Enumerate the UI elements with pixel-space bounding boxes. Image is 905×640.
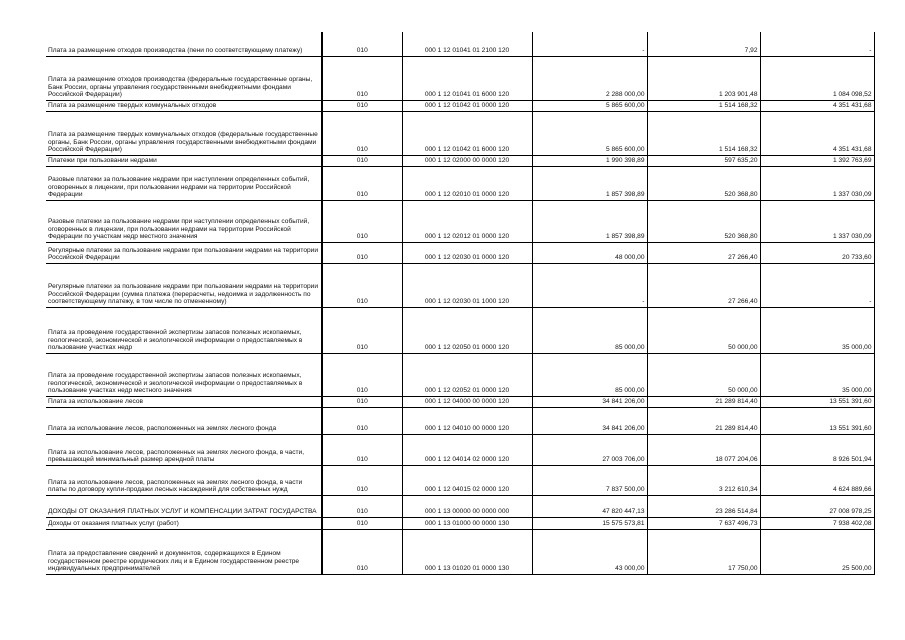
row-line-code: 010 [322, 263, 402, 307]
table-row [46, 407, 874, 434]
row-budget-code: 000 1 12 04015 02 0000 120 [402, 465, 532, 495]
row-name: Плата за проведение государственной экспертизы запасов полезных ископаемых, геологической, экономической и экологической информации о предоставляемых в пользование участках недр местного значения [46, 353, 322, 396]
row-approved-amount: 7 837 500,00 [532, 465, 647, 495]
row-approved-amount: 48 000,00 [532, 242, 647, 263]
row-unexecuted-amount: 8 926 501,94 [760, 434, 874, 465]
row-budget-code: 000 1 12 02000 00 0000 120 [402, 155, 532, 166]
table-row [46, 32, 874, 56]
row-budget-code: 000 1 12 04010 00 0000 120 [402, 407, 532, 434]
row-line-code: 010 [322, 517, 402, 529]
table-row [46, 56, 874, 100]
row-unexecuted-amount: 13 551 391,60 [760, 396, 874, 407]
table-row [46, 353, 874, 396]
table-row [46, 200, 874, 242]
row-executed-amount: 21 289 814,40 [647, 396, 760, 407]
row-executed-amount: 597 635,20 [647, 155, 760, 166]
row-approved-amount: 85 000,00 [532, 307, 647, 353]
row-approved-amount: 15 575 573,81 [532, 517, 647, 529]
row-executed-amount: 50 000,00 [647, 307, 760, 353]
row-name: Плата за использование лесов, расположенных на землях лесного фонда, в части, превышающей минимальный размер арендной платы [46, 434, 322, 465]
row-unexecuted-amount: - [760, 263, 874, 307]
revenue-table [46, 32, 875, 575]
row-budget-code: 000 1 12 01041 01 6000 120 [402, 56, 532, 100]
row-name: Плата за использование лесов, расположенных на землях лесного фонда, в части платы по договору купли-продажи лесных насаждений для собственных нужд [46, 465, 322, 495]
row-line-code: 010 [322, 56, 402, 100]
row-line-code: 010 [322, 465, 402, 495]
row-executed-amount: 21 289 814,40 [647, 407, 760, 434]
row-budget-code: 000 1 12 04014 02 0000 120 [402, 434, 532, 465]
row-unexecuted-amount: 13 551 391,60 [760, 407, 874, 434]
row-name: Плата за предоставление сведений и документов, содержащихся в Едином государственном реестре юридических лиц и в Едином государственном реестре индивидуальных предпринимателей [46, 529, 322, 574]
row-line-code: 010 [322, 407, 402, 434]
row-name: Плата за размещение отходов производства (федеральные государственные органы, Банк России, органы управления государственными внебюджетными фондами Российской Федерации) [46, 56, 322, 100]
row-budget-code: 000 1 12 01042 01 6000 120 [402, 111, 532, 155]
row-name: Плата за размещение твердых коммунальных отходов (федеральные государственные органы, Банк России, органы управления государственными внебюджетными фондами Российской Федерации) [46, 111, 322, 155]
row-unexecuted-amount: 25 500,00 [760, 529, 874, 574]
row-approved-amount: 2 288 000,00 [532, 56, 647, 100]
report-sheet [46, 32, 874, 575]
table-row [46, 465, 874, 495]
table-row [46, 242, 874, 263]
row-executed-amount: 7 637 496,73 [647, 517, 760, 529]
table-row [46, 396, 874, 407]
row-budget-code: 000 1 13 01020 01 0000 130 [402, 529, 532, 574]
table-row [46, 529, 874, 574]
row-line-code: 010 [322, 200, 402, 242]
row-unexecuted-amount: 27 008 978,25 [760, 495, 874, 517]
table-row [46, 100, 874, 111]
row-approved-amount: 5 865 600,00 [532, 111, 647, 155]
row-name: Разовые платежи за пользование недрами при наступлении определенных событий, оговоренных в лицензии, при пользовании недрами на территории Российской Федерации [46, 166, 322, 200]
row-unexecuted-amount: 35 000,00 [760, 353, 874, 396]
row-approved-amount: 1 857 398,89 [532, 200, 647, 242]
row-budget-code: 000 1 12 01041 01 2100 120 [402, 32, 532, 56]
row-unexecuted-amount: 20 733,60 [760, 242, 874, 263]
row-approved-amount: 5 865 600,00 [532, 100, 647, 111]
row-line-code: 010 [322, 155, 402, 166]
row-name: Доходы от оказания платных услуг (работ) [46, 517, 322, 529]
row-executed-amount: 23 286 514,84 [647, 495, 760, 517]
row-name: ДОХОДЫ ОТ ОКАЗАНИЯ ПЛАТНЫХ УСЛУГ И КОМПЕНСАЦИИ ЗАТРАТ ГОСУДАРСТВА [46, 495, 322, 517]
row-unexecuted-amount: 4 624 889,66 [760, 465, 874, 495]
row-budget-code: 000 1 12 01042 01 0000 120 [402, 100, 532, 111]
row-approved-amount: 34 841 206,00 [532, 396, 647, 407]
row-approved-amount: 34 841 206,00 [532, 407, 647, 434]
row-approved-amount: 1 990 398,89 [532, 155, 647, 166]
row-name: Плата за размещение отходов производства (пени по соответствующему платежу) [46, 32, 322, 56]
row-line-code: 010 [322, 353, 402, 396]
row-approved-amount: - [532, 263, 647, 307]
table-row [46, 111, 874, 155]
row-executed-amount: 1 514 168,32 [647, 100, 760, 111]
row-name: Регулярные платежи за пользование недрами при пользовании недрами на территории Российской Федерации [46, 242, 322, 263]
row-executed-amount: 50 000,00 [647, 353, 760, 396]
table-row [46, 155, 874, 166]
row-line-code: 010 [322, 166, 402, 200]
row-executed-amount: 3 212 610,34 [647, 465, 760, 495]
row-executed-amount: 27 266,40 [647, 242, 760, 263]
table-row [46, 307, 874, 353]
row-budget-code: 000 1 12 02050 01 0000 120 [402, 307, 532, 353]
row-budget-code: 000 1 13 00000 00 0000 000 [402, 495, 532, 517]
row-line-code: 010 [322, 100, 402, 111]
row-executed-amount: 27 266,40 [647, 263, 760, 307]
row-executed-amount: 18 077 204,06 [647, 434, 760, 465]
row-unexecuted-amount: 4 351 431,68 [760, 100, 874, 111]
row-unexecuted-amount: 1 337 030,09 [760, 166, 874, 200]
row-executed-amount: 1 203 901,48 [647, 56, 760, 100]
row-budget-code: 000 1 12 02010 01 0000 120 [402, 166, 532, 200]
row-budget-code: 000 1 12 04000 00 0000 120 [402, 396, 532, 407]
row-unexecuted-amount: 1 337 030,09 [760, 200, 874, 242]
row-line-code: 010 [322, 529, 402, 574]
row-unexecuted-amount: 1 084 098,52 [760, 56, 874, 100]
row-budget-code: 000 1 13 01000 00 0000 130 [402, 517, 532, 529]
row-unexecuted-amount: - [760, 32, 874, 56]
row-approved-amount: 85 000,00 [532, 353, 647, 396]
row-approved-amount: 1 857 398,89 [532, 166, 647, 200]
row-executed-amount: 7,92 [647, 32, 760, 56]
row-approved-amount: 43 000,00 [532, 529, 647, 574]
row-line-code: 010 [322, 434, 402, 465]
table-row [46, 263, 874, 307]
row-unexecuted-amount: 35 000,00 [760, 307, 874, 353]
row-line-code: 010 [322, 396, 402, 407]
row-name: Плата за размещение твердых коммунальных отходов [46, 100, 322, 111]
row-line-code: 010 [322, 111, 402, 155]
row-line-code: 010 [322, 242, 402, 263]
row-executed-amount: 520 368,80 [647, 200, 760, 242]
table-row [46, 495, 874, 517]
row-approved-amount: 27 003 706,00 [532, 434, 647, 465]
row-name: Регулярные платежи за пользование недрами при пользовании недрами на территории Российской Федерации (сумма платежа (перерасчеты, недоимка и задолженность по соответствующему платежу, в том числе по отмененному) [46, 263, 322, 307]
row-line-code: 010 [322, 495, 402, 517]
row-unexecuted-amount: 1 392 763,69 [760, 155, 874, 166]
row-budget-code: 000 1 12 02030 01 1000 120 [402, 263, 532, 307]
row-approved-amount: 47 820 447,13 [532, 495, 647, 517]
table-row [46, 517, 874, 529]
row-name: Плата за использование лесов, расположенных на землях лесного фонда [46, 407, 322, 434]
row-executed-amount: 520 368,80 [647, 166, 760, 200]
table-row [46, 434, 874, 465]
row-budget-code: 000 1 12 02030 01 0000 120 [402, 242, 532, 263]
table-row [46, 166, 874, 200]
row-name: Платежи при пользовании недрами [46, 155, 322, 166]
row-approved-amount: - [532, 32, 647, 56]
row-budget-code: 000 1 12 02052 01 0000 120 [402, 353, 532, 396]
row-unexecuted-amount: 7 938 402,08 [760, 517, 874, 529]
row-executed-amount: 17 750,00 [647, 529, 760, 574]
row-name: Плата за использование лесов [46, 396, 322, 407]
row-name: Разовые платежи за пользование недрами при наступлении определенных событий, оговоренных в лицензии, при пользовании недрами на территории Российской Федерации по участкам недр местного значения [46, 200, 322, 242]
row-unexecuted-amount: 4 351 431,68 [760, 111, 874, 155]
row-executed-amount: 1 514 168,32 [647, 111, 760, 155]
row-line-code: 010 [322, 32, 402, 56]
row-name: Плата за проведение государственной экспертизы запасов полезных ископаемых, геологической, экономической и экологической информации о предоставляемых в пользование участках недр [46, 307, 322, 353]
row-budget-code: 000 1 12 02012 01 0000 120 [402, 200, 532, 242]
row-line-code: 010 [322, 307, 402, 353]
